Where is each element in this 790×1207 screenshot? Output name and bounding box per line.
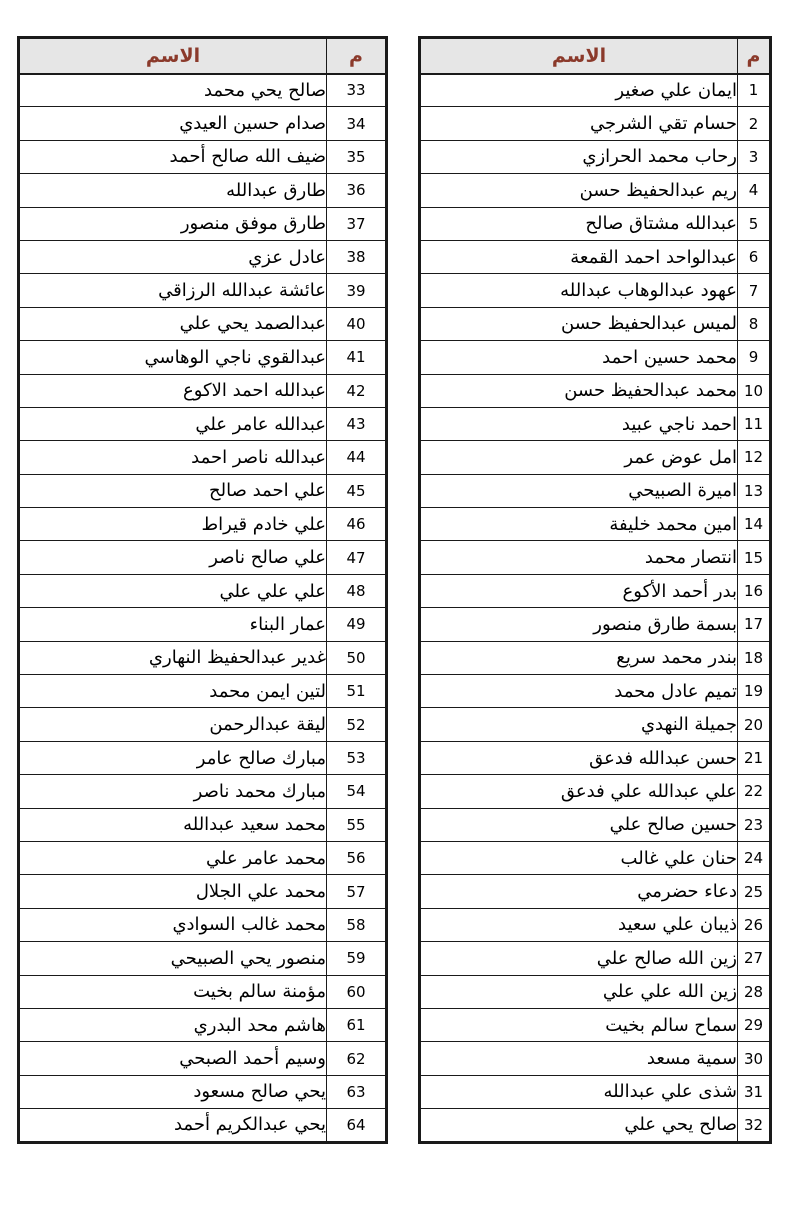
table-row [420,741,771,774]
table-row [420,541,771,574]
student-name-cell: شذى علي عبدالله [420,1075,738,1108]
row-number-cell: 64 [327,1109,387,1142]
table-row [420,641,771,674]
table-row [420,675,771,708]
table-row [420,908,771,941]
row-number-cell: 23 [738,808,771,841]
student-name-cell: ضيف الله صالح أحمد [19,140,327,173]
table-row [420,274,771,307]
row-number-cell: 16 [738,574,771,607]
row-number-cell: 48 [327,574,387,607]
student-name-cell: حنان علي غالب [420,841,738,874]
student-name-cell: علي صالح ناصر [19,541,327,574]
row-number-cell: 37 [327,207,387,240]
table-row [19,374,387,407]
student-name-cell: محمد حسين احمد [420,341,738,374]
table-row [19,307,387,340]
row-number-cell: 17 [738,608,771,641]
table-row [19,140,387,173]
row-number-cell: 27 [738,942,771,975]
student-name-cell: سمية مسعد [420,1042,738,1075]
table-row [420,975,771,1008]
row-number-cell: 43 [327,407,387,440]
student-name-cell: طارق عبدالله [19,174,327,207]
student-name-cell: عبدالله احمد الاكوع [19,374,327,407]
row-number-cell: 33 [327,74,387,107]
row-number-cell: 56 [327,841,387,874]
row-number-cell: 30 [738,1042,771,1075]
table-row [19,608,387,641]
table-row [19,541,387,574]
names-table-left [17,36,388,1144]
row-number-cell: 53 [327,741,387,774]
student-name-cell: غدير عبدالحفيظ النهاري [19,641,327,674]
row-number-cell: 15 [738,541,771,574]
row-number-cell: 22 [738,775,771,808]
table-row [19,508,387,541]
row-number-cell: 42 [327,374,387,407]
row-number-cell: 28 [738,975,771,1008]
row-number-cell: 41 [327,341,387,374]
student-name-cell: حسام تقي الشرجي [420,107,738,140]
row-number-cell: 57 [327,875,387,908]
student-name-cell: مبارك محمد ناصر [19,775,327,808]
table-row [420,841,771,874]
student-name-cell: ايمان علي صغير [420,74,738,107]
student-name-cell: بندر محمد سريع [420,641,738,674]
row-number-cell: 14 [738,508,771,541]
table-row [420,107,771,140]
names-table-right [418,36,772,1144]
table-row [420,374,771,407]
row-number-cell: 60 [327,975,387,1008]
table-row [420,708,771,741]
table-row [420,407,771,440]
student-name-cell: زين الله علي علي [420,975,738,1008]
row-number-cell: 20 [738,708,771,741]
table-row [420,508,771,541]
row-number-cell: 36 [327,174,387,207]
student-name-cell: ريم عبدالحفيظ حسن [420,174,738,207]
table-row [420,1075,771,1108]
student-name-cell: عبدالله مشتاق صالح [420,207,738,240]
student-name-cell: اميرة الصبيحي [420,474,738,507]
student-name-cell: علي عبدالله علي فدعق [420,775,738,808]
row-number-cell: 31 [738,1075,771,1108]
row-number-cell: 51 [327,675,387,708]
row-number-cell: 9 [738,341,771,374]
student-name-cell: دعاء حضرمي [420,875,738,908]
student-name-cell: هاشم محد البدري [19,1008,327,1041]
table-row [19,574,387,607]
student-name-cell: محمد سعيد عبدالله [19,808,327,841]
table-row [19,741,387,774]
row-number-cell: 21 [738,741,771,774]
number-column-header: م [327,38,387,74]
table-row [19,474,387,507]
student-name-cell: عبدالصمد يحي علي [19,307,327,340]
student-name-cell: عادل عزي [19,240,327,273]
student-name-cell: احمد ناجي عبيد [420,407,738,440]
student-name-cell: زين الله صالح علي [420,942,738,975]
table-row [420,207,771,240]
row-number-cell: 29 [738,1008,771,1041]
row-number-cell: 5 [738,207,771,240]
student-name-cell: وسيم أحمد الصبحي [19,1042,327,1075]
table-row [19,808,387,841]
table-row [420,808,771,841]
table-row [19,240,387,273]
row-number-cell: 34 [327,107,387,140]
student-name-cell: بدر أحمد الأكوع [420,574,738,607]
student-name-cell: لميس عبدالحفيظ حسن [420,307,738,340]
table-row [19,908,387,941]
table-row [19,975,387,1008]
table-row [420,1008,771,1041]
row-number-cell: 7 [738,274,771,307]
number-column-header: م [738,38,771,74]
student-name-cell: حسن عبدالله فدعق [420,741,738,774]
table-row [420,474,771,507]
row-number-cell: 47 [327,541,387,574]
row-number-cell: 26 [738,908,771,941]
table-row [19,942,387,975]
table-row [420,441,771,474]
table-row [19,875,387,908]
student-name-cell: عائشة عبدالله الرزاقي [19,274,327,307]
row-number-cell: 3 [738,140,771,173]
table-row [19,274,387,307]
row-number-cell: 19 [738,675,771,708]
table-row [420,1109,771,1142]
table-row [19,775,387,808]
row-number-cell: 13 [738,474,771,507]
student-name-cell: ذيبان علي سعيد [420,908,738,941]
student-name-cell: عمار البناء [19,608,327,641]
student-name-cell: تميم عادل محمد [420,675,738,708]
student-name-cell: محمد علي الجلال [19,875,327,908]
row-number-cell: 52 [327,708,387,741]
table-row [19,1042,387,1075]
table-row [19,107,387,140]
table-row [19,74,387,107]
student-name-cell: عبدالله عامر علي [19,407,327,440]
table-row [420,341,771,374]
table-row [420,942,771,975]
table-row [19,841,387,874]
row-number-cell: 38 [327,240,387,273]
name-column-header: الاسم [420,38,738,74]
header-row [19,38,387,74]
student-name-cell: محمد عبدالحفيظ حسن [420,374,738,407]
student-name-cell: علي احمد صالح [19,474,327,507]
row-number-cell: 49 [327,608,387,641]
row-number-cell: 46 [327,508,387,541]
student-name-cell: مبارك صالح عامر [19,741,327,774]
row-number-cell: 63 [327,1075,387,1108]
header-row [420,38,771,74]
student-name-cell: مؤمنة سالم بخيت [19,975,327,1008]
student-name-cell: سماح سالم بخيت [420,1008,738,1041]
student-name-cell: عبدالواحد احمد القمعة [420,240,738,273]
table-row [19,207,387,240]
student-name-cell: انتصار محمد [420,541,738,574]
row-number-cell: 50 [327,641,387,674]
student-name-cell: محمد غالب السوادي [19,908,327,941]
row-number-cell: 40 [327,307,387,340]
table-row [420,1042,771,1075]
row-number-cell: 18 [738,641,771,674]
student-name-cell: حسين صالح علي [420,808,738,841]
student-name-cell: بسمة طارق منصور [420,608,738,641]
student-name-cell: طارق موفق منصور [19,207,327,240]
row-number-cell: 12 [738,441,771,474]
row-number-cell: 25 [738,875,771,908]
table-row [420,307,771,340]
student-name-cell: علي علي علي [19,574,327,607]
row-number-cell: 10 [738,374,771,407]
student-name-cell: امل عوض عمر [420,441,738,474]
row-number-cell: 44 [327,441,387,474]
row-number-cell: 32 [738,1109,771,1142]
row-number-cell: 4 [738,174,771,207]
student-name-cell: ليقة عبدالرحمن [19,708,327,741]
student-name-cell: عبدالله ناصر احمد [19,441,327,474]
row-number-cell: 6 [738,240,771,273]
table-row [420,140,771,173]
row-number-cell: 61 [327,1008,387,1041]
table-row [420,240,771,273]
student-name-cell: صالح يحي علي [420,1109,738,1142]
table-row [19,407,387,440]
student-name-cell: صالح يحي محمد [19,74,327,107]
table-row [420,608,771,641]
student-name-cell: عبدالقوي ناجي الوهاسي [19,341,327,374]
student-name-cell: علي خادم قيراط [19,508,327,541]
table-row [19,174,387,207]
name-column-header: الاسم [19,38,327,74]
table-row [19,1109,387,1142]
row-number-cell: 39 [327,274,387,307]
table-row [420,574,771,607]
row-number-cell: 8 [738,307,771,340]
table-row [420,174,771,207]
student-name-cell: منصور يحي الصبيحي [19,942,327,975]
row-number-cell: 55 [327,808,387,841]
student-name-cell: رحاب محمد الحرازي [420,140,738,173]
table-row [420,875,771,908]
table-row [19,341,387,374]
row-number-cell: 58 [327,908,387,941]
student-name-cell: لتين ايمن محمد [19,675,327,708]
row-number-cell: 59 [327,942,387,975]
row-number-cell: 24 [738,841,771,874]
row-number-cell: 2 [738,107,771,140]
student-name-cell: صدام حسين العيدي [19,107,327,140]
row-number-cell: 54 [327,775,387,808]
table-row [19,1075,387,1108]
student-name-cell: يحي عبدالكريم أحمد [19,1109,327,1142]
table-row [19,675,387,708]
table-row [19,708,387,741]
row-number-cell: 1 [738,74,771,107]
row-number-cell: 11 [738,407,771,440]
table-row [19,441,387,474]
student-name-cell: يحي صالح مسعود [19,1075,327,1108]
student-name-cell: امين محمد خليفة [420,508,738,541]
table-row [19,1008,387,1041]
student-name-cell: عهود عبدالوهاب عبدالله [420,274,738,307]
student-name-cell: محمد عامر علي [19,841,327,874]
student-name-cell: جميلة النهدي [420,708,738,741]
table-row [420,74,771,107]
table-row [420,775,771,808]
row-number-cell: 35 [327,140,387,173]
table-row [19,641,387,674]
row-number-cell: 45 [327,474,387,507]
row-number-cell: 62 [327,1042,387,1075]
